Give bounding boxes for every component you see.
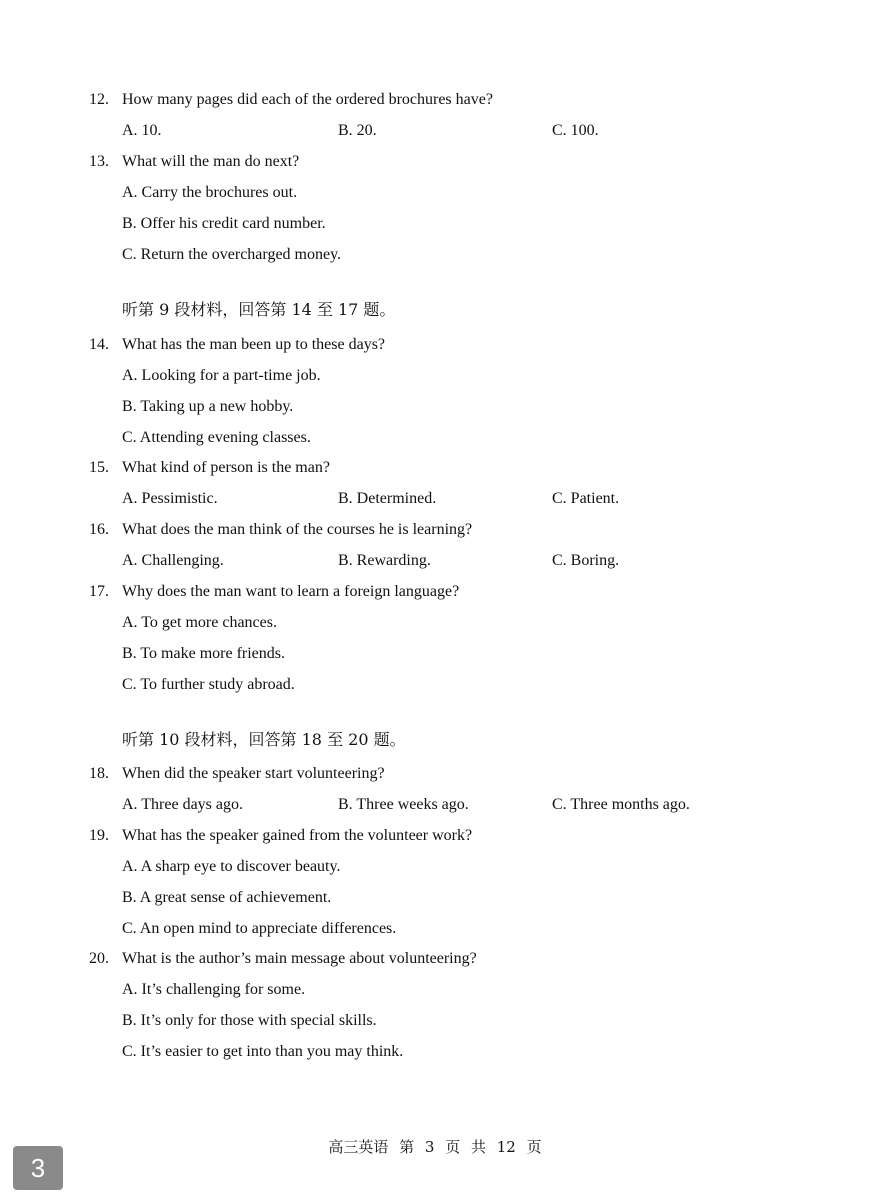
option-c: C. Attending evening classes. — [122, 429, 311, 446]
option-b: B. Determined. — [338, 490, 437, 507]
page-number-badge: 3 — [13, 1146, 63, 1190]
question-number: 17. — [89, 583, 109, 600]
option-c: C. Three months ago. — [552, 796, 690, 813]
question-text: What is the author’s main message about volunteering? — [122, 950, 477, 967]
option-a: A. Challenging. — [122, 552, 224, 569]
question-text: What kind of person is the man? — [122, 459, 330, 476]
option-c: C. Return the overcharged money. — [122, 246, 342, 263]
option-c: C. 100. — [552, 122, 599, 139]
question-number: 12. — [89, 91, 109, 108]
option-a: A. 10. — [122, 122, 162, 139]
question-number: 13. — [89, 153, 109, 170]
question-number: 18. — [89, 765, 109, 782]
option-b: B. 20. — [338, 122, 377, 139]
question-number: 15. — [89, 459, 109, 476]
option-b: B. Taking up a new hobby. — [122, 398, 294, 415]
question-text: Why does the man want to learn a foreign language? — [122, 583, 460, 600]
option-a: A. A sharp eye to discover beauty. — [122, 858, 341, 875]
question-text: When did the speaker start volunteering? — [122, 765, 385, 782]
question-text: What will the man do next? — [122, 153, 300, 170]
page-footer: 高三英语 第 3 页 共 12 页 — [328, 1138, 542, 1156]
option-c: C. Boring. — [552, 552, 620, 569]
option-b: B. A great sense of achievement. — [122, 889, 332, 906]
option-c: C. An open mind to appreciate differences. — [122, 920, 397, 937]
question-text: How many pages did each of the ordered brochures have? — [122, 91, 493, 108]
option-a: A. Looking for a part-time job. — [122, 367, 321, 384]
option-c: C. It’s easier to get into than you may think. — [122, 1043, 404, 1060]
option-b: B. It’s only for those with special skills. — [122, 1012, 377, 1029]
option-b: B. To make more friends. — [122, 645, 285, 662]
question-number: 19. — [89, 827, 109, 844]
option-a: A. It’s challenging for some. — [122, 981, 306, 998]
option-a: A. To get more chances. — [122, 614, 277, 631]
question-number: 20. — [89, 950, 109, 967]
question-text: What does the man think of the courses he is learning? — [122, 521, 473, 538]
question-number: 16. — [89, 521, 109, 538]
option-b: B. Rewarding. — [338, 552, 431, 569]
question-text: What has the man been up to these days? — [122, 336, 386, 353]
option-c: C. To further study abroad. — [122, 676, 295, 693]
option-c: C. Patient. — [552, 490, 620, 507]
option-a: A. Pessimistic. — [122, 490, 218, 507]
section-instruction: 听第 10 段材料，回答第 18 至 20 题。 — [122, 730, 406, 749]
section-instruction: 听第 9 段材料，回答第 14 至 17 题。 — [122, 300, 396, 319]
option-a: A. Carry the brochures out. — [122, 184, 298, 201]
option-b: B. Three weeks ago. — [338, 796, 469, 813]
option-a: A. Three days ago. — [122, 796, 243, 813]
question-text: What has the speaker gained from the volunteer work? — [122, 827, 473, 844]
question-number: 14. — [89, 336, 109, 353]
option-b: B. Offer his credit card number. — [122, 215, 326, 232]
